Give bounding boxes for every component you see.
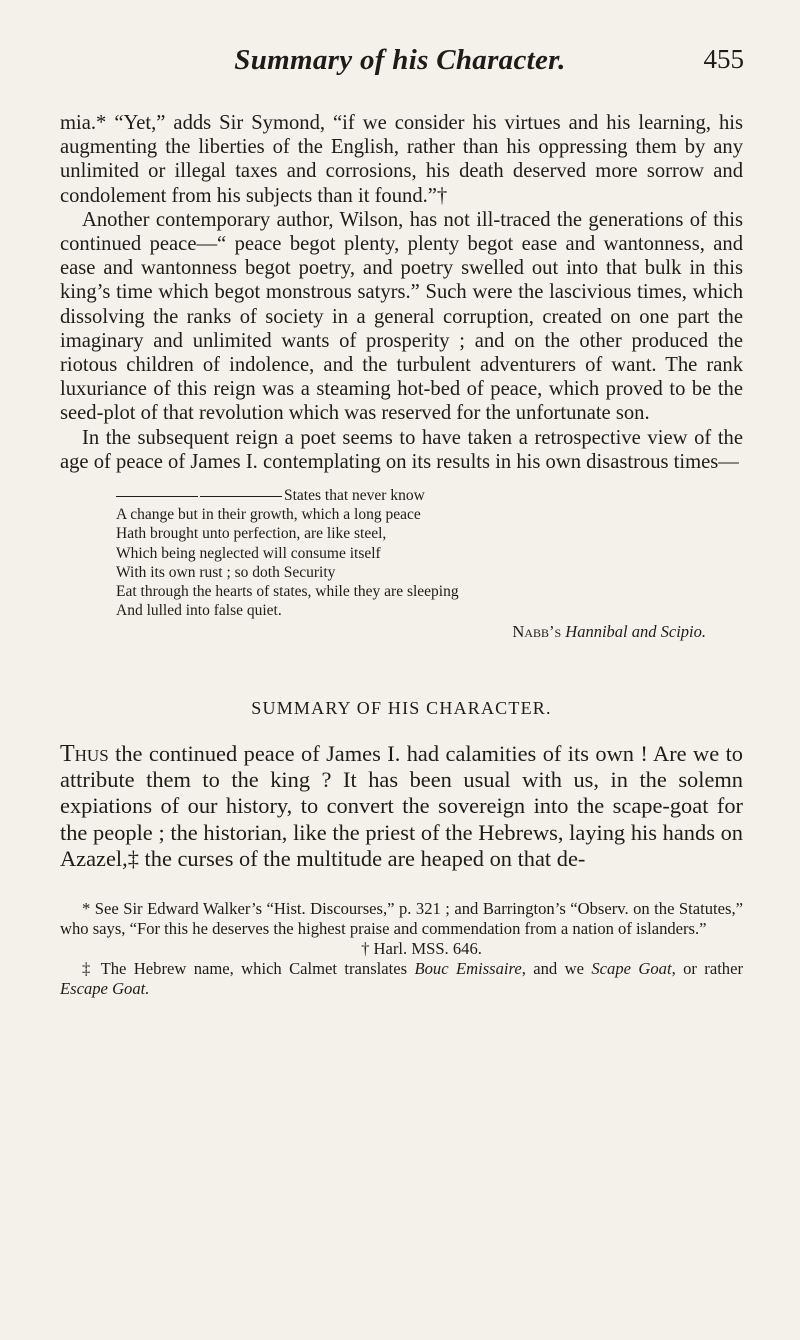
verse-line <box>116 486 706 505</box>
verse-line: Which being neglected will consume itself <box>116 544 381 562</box>
page-number: 455 <box>703 44 744 74</box>
verse-source-author: Nabb’s <box>512 622 562 642</box>
section-text: the continued peace of James I. had calamities of its own ! Are we to attribute them to the king ? It has been usual with us, in the solemn expiations of our history, to convert the sovereign into the scape-goat for the people ; the historian, like the priest of the Hebrews, laying his hands on Azazel,‡ the curses of the multitude are heaped on that de- <box>60 740 743 872</box>
verse-line: A change but in their growth, which a long peace <box>116 506 421 524</box>
footnote-3-text: ‡ The Hebrew name, which Calmet translates <box>82 958 415 978</box>
paragraph-3: In the subsequent reign a poet seems to have taken a retrospective view of the age of peace of James I. contemplating on its results in his own disastrous times— <box>60 426 743 473</box>
verse-dash <box>200 496 282 497</box>
footnote-3 <box>60 959 743 999</box>
verse-line: With its own rust ; so doth Security <box>116 563 336 581</box>
footnote-3-text: , and we <box>521 958 592 978</box>
verse-quotation <box>116 486 706 642</box>
footnote-2: † Harl. MSS. 646. <box>361 938 482 958</box>
footnotes <box>60 899 743 999</box>
footnote-3-term: Escape Goat. <box>60 978 150 998</box>
verse-line: Hath brought unto perfection, are like steel, <box>116 525 387 543</box>
section-lead-word: Thus <box>60 740 109 767</box>
verse-source <box>116 622 706 641</box>
section-heading: SUMMARY OF HIS CHARACTER. <box>251 697 552 718</box>
paragraph-2: Another contemporary author, Wilson, has not ill-traced the generations of this continued peace—“ peace begot plenty, plenty begot ease and wantonness, and ease and wantonness begot poetry, and poetry swelled out into that bulk in this king’s time which begot monstrous satyrs.” Such were the lascivious times, which dissolving the ranks of society in a general corruption, created on one part the imaginary and unlimited wants of prosperity ; and on the other produced the riotous children of indolence, and the turbulent adventurers of want. The rank luxuriance of this reign was a steaming hot-bed of peace, which proved to be the seed-plot of that revolution which was reserved for the unfortunate son. <box>60 208 743 425</box>
footnote-3-term: Scape Goat <box>591 958 672 978</box>
verse-line: Eat through the hearts of states, while they are sleeping <box>116 583 459 601</box>
page-header <box>0 44 800 84</box>
section-body <box>60 741 743 873</box>
verse-line: And lulled into false quiet. <box>116 602 282 620</box>
running-title: Summary of his Character. <box>234 44 566 76</box>
section-paragraph <box>60 741 743 873</box>
footnote-1: * See Sir Edward Walker’s “Hist. Discourses,” p. 321 ; and Barrington’s “Observ. on the Statutes,” who says, “For this he deserves the highest praise and commendation from a nation of islanders.” <box>60 898 743 938</box>
footnote-3-text: , or rather <box>671 958 743 978</box>
verse-line-text: States that never know <box>284 487 425 505</box>
page-body <box>60 111 743 999</box>
footnote-3-term: Bouc Emissaire <box>414 958 522 978</box>
paragraph-1: mia.* “Yet,” adds Sir Symond, “if we consider his virtues and his learning, his augmenting the liberties of the English, rather than his oppressing them by any unlimited or illegal taxes and corrosions, his death deserved more sorrow and condolement from his subjects than it found.”† <box>60 112 743 207</box>
verse-dash <box>116 496 198 497</box>
verse-source-title: Hannibal and Scipio. <box>565 622 706 642</box>
